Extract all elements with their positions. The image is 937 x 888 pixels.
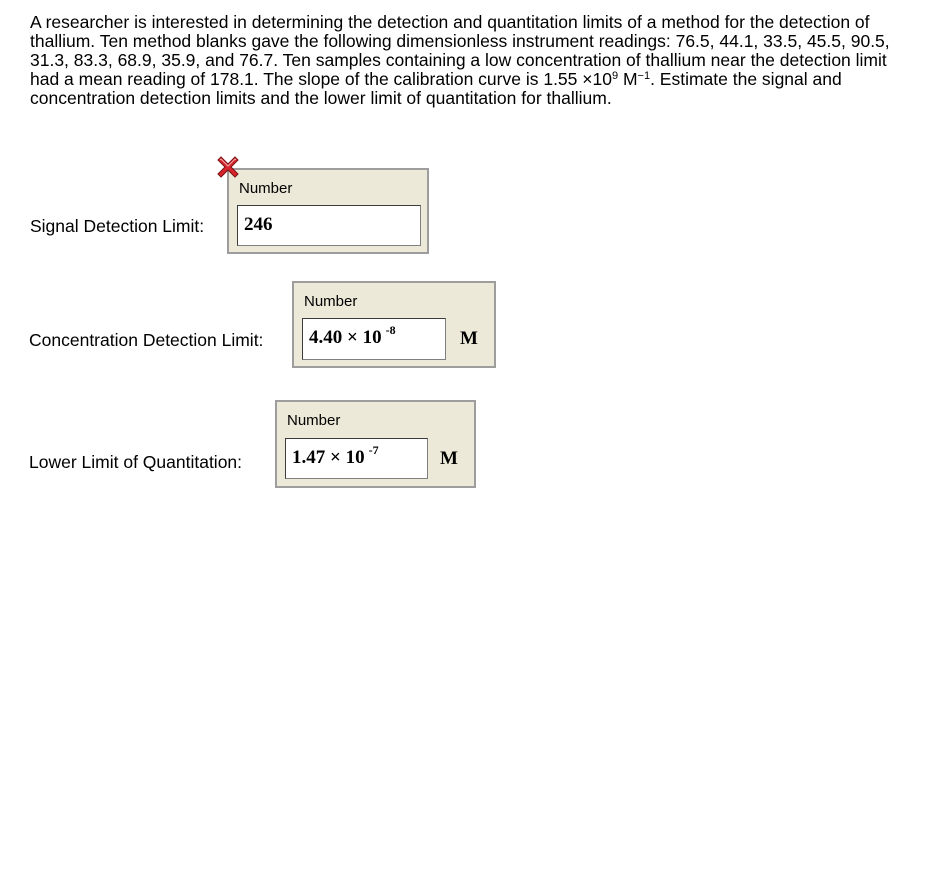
slope-unit: M	[618, 69, 638, 89]
question-body: A researcher is interested in determining the detection and quantitation limits of a method for the detection of thallium. Ten method blanks gave the following dimensionless instrument readings: 76.5, 44.1, 33.5, 45.5, 90.5, 31.3, 83.3, 68.9, 35.9, and 76.7. Ten samples containing a low concentration of thallium near the detection limit had a mean reading of 178.1. The slope of the calibration curve is 1.55 ×10	[30, 12, 890, 89]
concentration-panel-title: Number	[304, 293, 358, 310]
question-text	[30, 13, 920, 108]
lower-limit-quantitation-input[interactable]	[285, 438, 428, 479]
quantitation-mantissa: 1.47	[292, 447, 326, 468]
concentration-detection-limit-label: Concentration Detection Limit:	[29, 330, 264, 350]
slope-unit-exponent: −1	[637, 70, 651, 82]
quantitation-unit: M	[440, 448, 458, 469]
concentration-mantissa: 4.40	[309, 327, 343, 348]
concentration-exponent: -8	[385, 323, 396, 337]
red-x-icon	[214, 153, 242, 181]
signal-value: 246	[244, 214, 273, 235]
concentration-detection-limit-panel	[292, 281, 496, 368]
lower-limit-quantitation-panel	[275, 400, 476, 488]
slope-exponent: 9	[611, 70, 619, 82]
signal-detection-limit-panel	[227, 168, 429, 254]
signal-detection-limit-label: Signal Detection Limit:	[30, 216, 205, 236]
quantitation-times-ten: × 10	[330, 447, 365, 468]
lower-limit-quantitation-label: Lower Limit of Quantitation:	[29, 452, 243, 472]
question-instruction: . Estimate the signal and concentration detection limits and the lower limit of quantitation for thallium.	[30, 69, 842, 108]
concentration-times-ten: × 10	[347, 327, 382, 348]
signal-detection-limit-input[interactable]	[237, 205, 421, 246]
quantitation-exponent: -7	[368, 443, 379, 457]
quantitation-panel-title: Number	[287, 412, 341, 429]
signal-panel-title: Number	[239, 180, 293, 197]
concentration-detection-limit-input[interactable]	[302, 318, 446, 360]
concentration-unit: M	[460, 328, 478, 349]
